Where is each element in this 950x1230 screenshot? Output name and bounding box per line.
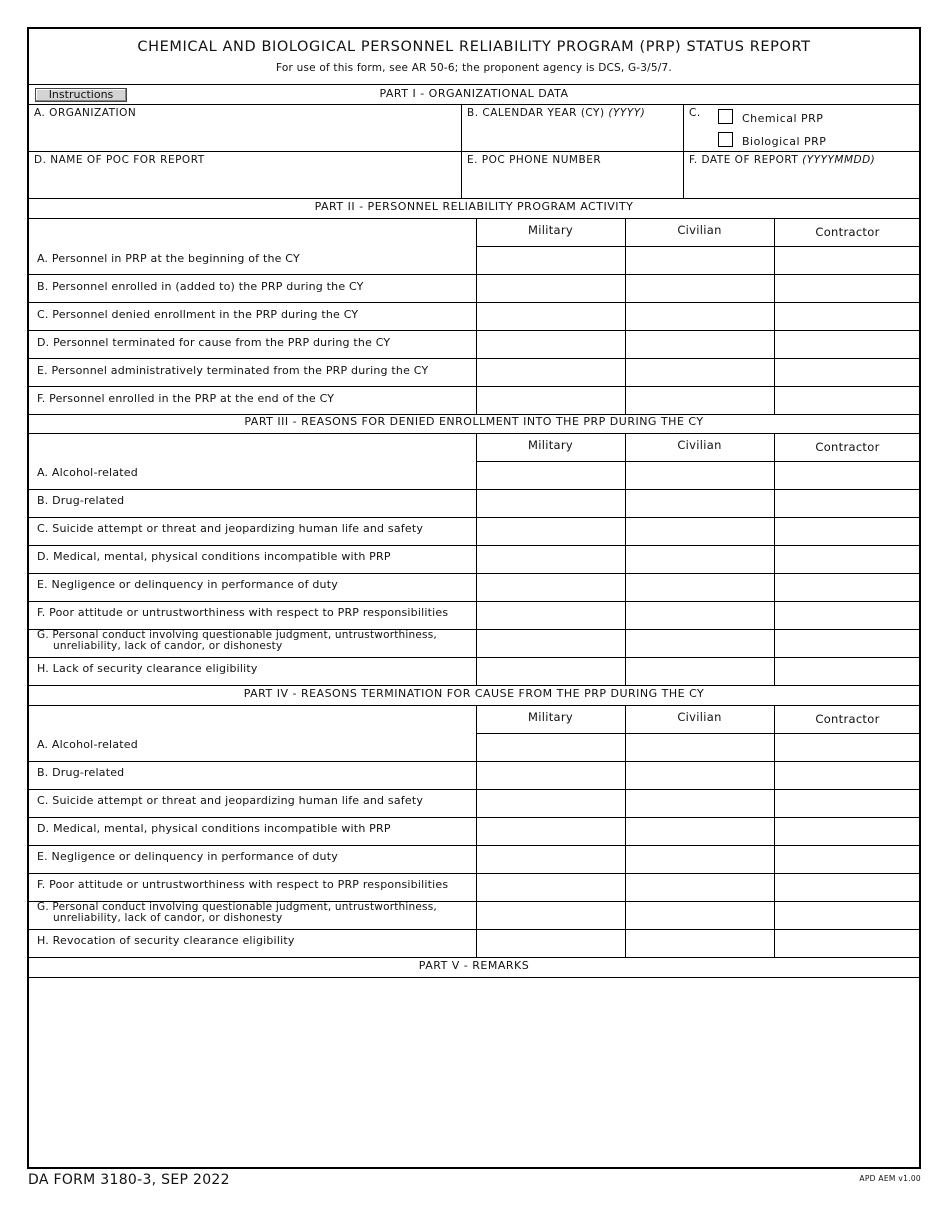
part2-cell-civilian[interactable] [626,275,774,302]
part4-cell-contractor[interactable] [775,734,921,761]
part4-row-label: A. Alcohol-related [37,738,138,751]
part4-cell-civilian[interactable] [626,846,774,873]
part2-cell-contractor[interactable] [775,303,921,330]
part4-cell-military[interactable] [477,818,625,845]
part3-col-contractor: Contractor [815,440,880,454]
part3-row-g-line1: G. Personal conduct involving questionable judgment, untrustworthiness, [37,629,437,641]
part2-cell-civilian[interactable] [626,359,774,386]
part5-heading: PART V - REMARKS [418,959,530,972]
part4-cell-civilian[interactable] [626,930,774,957]
part4-cell-civilian[interactable] [626,902,774,929]
part3-cell-civilian[interactable] [626,546,774,573]
form-title: CHEMICAL AND BIOLOGICAL PERSONNEL RELIABILITY PROGRAM (PRP) STATUS REPORT [137,39,811,55]
part2-col-contractor: Contractor [815,225,880,239]
poc-phone-label: E. POC PHONE NUMBER [467,154,602,166]
part2-cell-contractor[interactable] [775,359,921,386]
part2-row-label: F. Personnel enrolled in the PRP at the end of the CY [37,392,335,405]
part3-col-military: Military [528,438,573,452]
part4-cell-contractor[interactable] [775,930,921,957]
report-date-field[interactable] [684,152,921,198]
part3-cell-civilian[interactable] [626,518,774,545]
form-container [27,27,921,1169]
part2-cell-civilian[interactable] [626,303,774,330]
part4-cell-military[interactable] [477,874,625,901]
part3-heading: PART III - REASONS FOR DENIED ENROLLMENT INTO THE PRP DURING THE CY [244,415,704,428]
part2-cell-military[interactable] [477,275,625,302]
part4-row-label: E. Negligence or delinquency in performance of duty [37,850,338,863]
poc-name-label: D. NAME OF POC FOR REPORT [34,154,205,166]
part4-cell-contractor[interactable] [775,790,921,817]
part3-cell-military[interactable] [477,490,625,517]
part3-row-label: D. Medical, mental, physical conditions incompatible with PRP [37,550,391,563]
part2-cell-military[interactable] [477,303,625,330]
part3-row-label: C. Suicide attempt or threat and jeopardizing human life and safety [37,522,424,535]
part4-row-g-line1: G. Personal conduct involving questionable judgment, untrustworthiness, [37,901,437,913]
part4-cell-contractor[interactable] [775,902,921,929]
form-version: APD AEM v1.00 [859,1174,921,1183]
program-type-group [684,105,921,151]
poc-phone-field[interactable] [462,152,683,198]
part3-row-g-line2: unreliability, lack of candor, or dishonesty [53,640,283,652]
calendar-year-hint: (YYYY) [608,107,646,119]
part4-cell-military[interactable] [477,902,625,929]
part2-cell-contractor[interactable] [775,275,921,302]
report-date-label: F. DATE OF REPORT [689,154,799,166]
report-date-hint: (YYYYMMDD) [802,154,876,166]
part2-row-label: C. Personnel denied enrollment in the PRP during the CY [37,308,359,321]
part4-col-military: Military [528,710,573,724]
part4-heading: PART IV - REASONS TERMINATION FOR CAUSE FROM THE PRP DURING THE CY [243,687,705,700]
part3-cell-contractor[interactable] [775,602,921,629]
part3-cell-contractor[interactable] [775,462,921,489]
part4-col-civilian: Civilian [677,710,722,724]
part4-cell-military[interactable] [477,734,625,761]
part4-cell-contractor[interactable] [775,762,921,789]
biological-prp-checkbox[interactable] [718,132,733,147]
part4-col-contractor: Contractor [815,712,880,726]
program-type-label: C. [689,107,701,119]
part4-cell-civilian[interactable] [626,790,774,817]
form-subtitle: For use of this form, see AR 50-6; the proponent agency is DCS, G-3/5/7. [276,62,672,74]
part4-cell-contractor[interactable] [775,818,921,845]
part4-cell-civilian[interactable] [626,818,774,845]
part2-heading: PART II - PERSONNEL RELIABILITY PROGRAM ACTIVITY [314,200,634,213]
part3-row-label: H. Lack of security clearance eligibility [37,662,258,675]
part3-row-label: E. Negligence or delinquency in performance of duty [37,578,338,591]
part2-cell-contractor[interactable] [775,247,921,274]
part4-row-label [37,902,437,924]
part3-cell-civilian[interactable] [626,602,774,629]
part2-cell-contractor[interactable] [775,387,921,414]
organization-label: A. ORGANIZATION [34,107,137,119]
part2-cell-military[interactable] [477,387,625,414]
part3-cell-military[interactable] [477,630,625,657]
part4-cell-military[interactable] [477,846,625,873]
part4-row-label: D. Medical, mental, physical conditions incompatible with PRP [37,822,391,835]
instructions-button[interactable]: Instructions [35,88,127,102]
part2-cell-civilian[interactable] [626,387,774,414]
remarks-field[interactable] [29,979,919,1167]
organization-field[interactable] [29,105,461,151]
part3-cell-contractor[interactable] [775,574,921,601]
part4-row-g-line2: unreliability, lack of candor, or dishonesty [53,912,283,924]
part3-cell-contractor[interactable] [775,490,921,517]
part4-cell-contractor[interactable] [775,846,921,873]
part3-row-label [37,630,437,652]
part3-cell-civilian[interactable] [626,630,774,657]
part4-cell-civilian[interactable] [626,762,774,789]
part3-row-label: B. Drug-related [37,494,125,507]
calendar-year-label: B. CALENDAR YEAR (CY) [467,107,605,119]
part3-cell-contractor[interactable] [775,630,921,657]
part3-cell-military[interactable] [477,518,625,545]
part4-cell-military[interactable] [477,762,625,789]
part2-col-military: Military [528,223,573,237]
part3-cell-military[interactable] [477,658,625,685]
part4-cell-military[interactable] [477,930,625,957]
calendar-year-field[interactable] [462,105,683,151]
part3-cell-civilian[interactable] [626,490,774,517]
part2-row-label: D. Personnel terminated for cause from the PRP during the CY [37,336,391,349]
part3-cell-military[interactable] [477,546,625,573]
part2-cell-military[interactable] [477,331,625,358]
part3-cell-civilian[interactable] [626,462,774,489]
part4-cell-civilian[interactable] [626,874,774,901]
part3-row-label: A. Alcohol-related [37,466,138,479]
part3-cell-contractor[interactable] [775,546,921,573]
part4-cell-military[interactable] [477,790,625,817]
biological-prp-label: Biological PRP [742,135,827,148]
chemical-prp-checkbox[interactable] [718,109,733,124]
part4-row-label: B. Drug-related [37,766,125,779]
part2-col-civilian: Civilian [677,223,722,237]
part2-cell-civilian[interactable] [626,331,774,358]
part2-cell-civilian[interactable] [626,247,774,274]
part3-cell-contractor[interactable] [775,658,921,685]
part2-cell-contractor[interactable] [775,331,921,358]
part3-cell-military[interactable] [477,462,625,489]
part4-row-label: F. Poor attitude or untrustworthiness with respect to PRP responsibilities [37,878,449,891]
part3-col-civilian: Civilian [677,438,722,452]
part2-row-label: E. Personnel administratively terminated from the PRP during the CY [37,364,429,377]
part3-row-label: F. Poor attitude or untrustworthiness with respect to PRP responsibilities [37,606,449,619]
part2-cell-military[interactable] [477,359,625,386]
part2-row-label: B. Personnel enrolled in (added to) the PRP during the CY [37,280,364,293]
part1-heading: PART I - ORGANIZATIONAL DATA [379,87,569,100]
part4-row-label: C. Suicide attempt or threat and jeopardizing human life and safety [37,794,424,807]
part4-cell-civilian[interactable] [626,734,774,761]
part4-cell-contractor[interactable] [775,874,921,901]
part3-cell-civilian[interactable] [626,658,774,685]
part2-row-label: A. Personnel in PRP at the beginning of the CY [37,252,300,265]
part3-cell-contractor[interactable] [775,518,921,545]
part4-row-label: H. Revocation of security clearance eligibility [37,934,295,947]
part3-cell-military[interactable] [477,574,625,601]
part3-cell-military[interactable] [477,602,625,629]
form-number: DA FORM 3180-3, SEP 2022 [28,1172,230,1188]
poc-name-field[interactable] [29,152,461,198]
part2-cell-military[interactable] [477,247,625,274]
part3-cell-civilian[interactable] [626,574,774,601]
chemical-prp-label: Chemical PRP [742,112,824,125]
